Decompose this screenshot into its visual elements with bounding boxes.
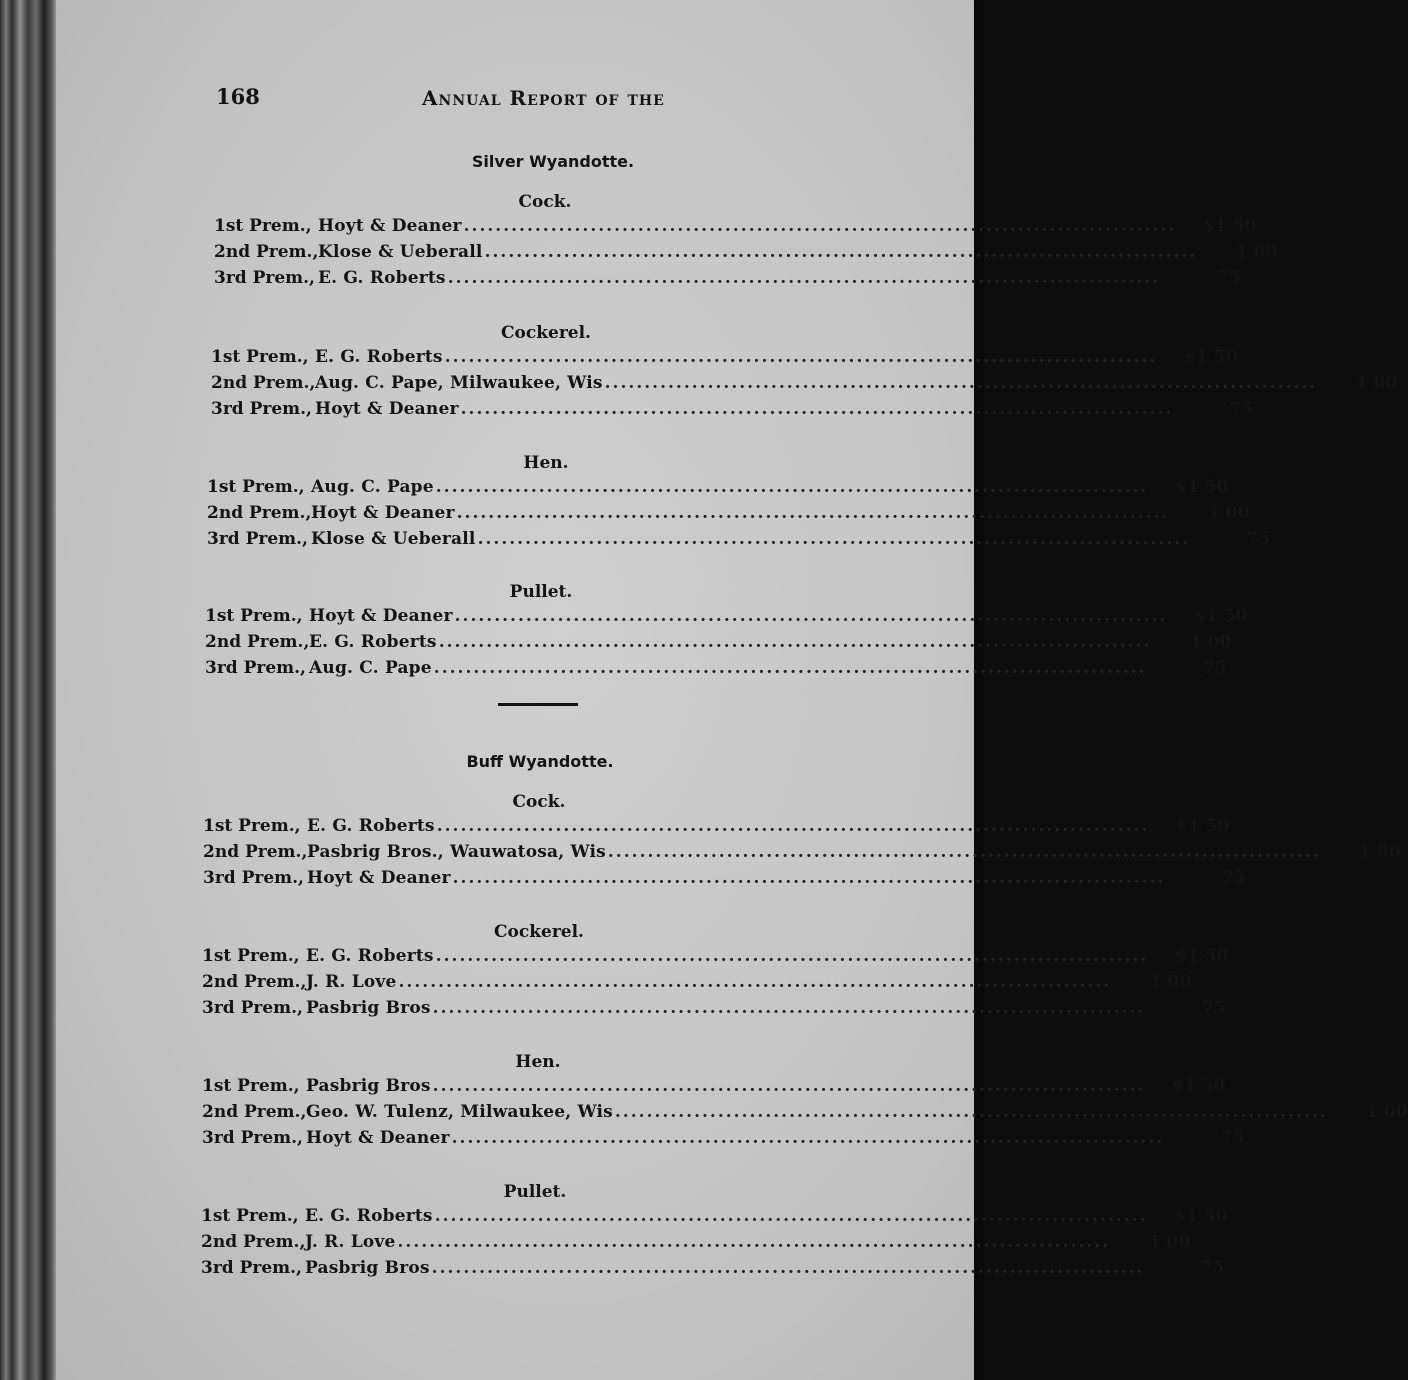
- winner-name: Pasbrig Bros: [306, 998, 431, 1018]
- premium-place: 2nd Prem.,: [207, 503, 312, 523]
- dot-leader: ..........................................................................................: [452, 868, 1166, 888]
- winner-name: Hoyt & Deaner: [315, 399, 459, 419]
- premium-amount: $1 50: [1203, 216, 1257, 236]
- premium-place: 2nd Prem.,: [201, 1232, 306, 1252]
- premium-place: 3rd Prem.,: [202, 998, 303, 1018]
- winner-name: Aug. C. Pape: [309, 658, 432, 678]
- winner-name: E. G. Roberts: [309, 632, 437, 652]
- dot-leader: ..........................................................................................: [436, 816, 1150, 836]
- premium-place: 2nd Prem.,: [202, 1102, 307, 1122]
- premium-entry: [202, 1076, 1226, 1100]
- winner-name: Aug. C. Pape, Milwaukee, Wis: [315, 373, 603, 393]
- premium-place: 1st Prem.,: [202, 1076, 300, 1096]
- winner-name: Hoyt & Deaner: [309, 606, 453, 626]
- premium-entry: [202, 972, 1192, 996]
- premium-entry: [214, 216, 1257, 240]
- premium-amount: 1 00: [1149, 972, 1192, 992]
- class-title: Cockerel.: [501, 323, 591, 343]
- premium-place: 2nd Prem.,: [205, 632, 310, 652]
- premium-place: 2nd Prem.,: [214, 242, 319, 262]
- premium-amount: 75: [1229, 399, 1254, 419]
- premium-amount: $1 50: [1175, 477, 1229, 497]
- winner-name: Aug. C. Pape: [311, 477, 434, 497]
- premium-place: 2nd Prem.,: [202, 972, 307, 992]
- dot-leader: ..........................................................................................: [438, 632, 1152, 652]
- page-number: 168: [216, 84, 260, 109]
- dot-leader: ..........................................................................................: [397, 1232, 1111, 1252]
- dot-leader: ..........................................................................................: [434, 1206, 1148, 1226]
- section-divider: [498, 703, 578, 706]
- premium-place: 1st Prem.,: [207, 477, 305, 497]
- premium-place: 3rd Prem.,: [205, 658, 306, 678]
- winner-name: E. G. Roberts: [306, 946, 434, 966]
- class-title: Cock.: [518, 192, 572, 212]
- winner-name: E. G. Roberts: [307, 816, 435, 836]
- class-title: Cockerel.: [494, 922, 584, 942]
- premium-amount: 75: [1202, 658, 1227, 678]
- premium-place: 3rd Prem.,: [202, 1128, 303, 1148]
- dot-leader: ..........................................................................................: [477, 529, 1191, 549]
- premium-entry: [202, 946, 1229, 970]
- winner-name: Geo. W. Tulenz, Milwaukee, Wis: [306, 1102, 613, 1122]
- premium-entry: [203, 816, 1230, 840]
- dot-leader: ..........................................................................................: [398, 972, 1112, 992]
- winner-name: Pasbrig Bros: [305, 1258, 430, 1278]
- premium-amount: 75: [1201, 998, 1226, 1018]
- premium-amount: 75: [1220, 1128, 1245, 1148]
- premium-place: 1st Prem.,: [214, 216, 312, 236]
- class-title: Hen.: [515, 1052, 561, 1072]
- premium-place: 1st Prem.,: [203, 816, 301, 836]
- running-title: Annual Report of the: [422, 86, 665, 110]
- premium-entry: [211, 399, 1254, 423]
- dot-leader: ..........................................................................................: [431, 1258, 1145, 1278]
- dot-leader: ..........................................................................................: [435, 946, 1149, 966]
- winner-name: Hoyt & Deaner: [311, 503, 455, 523]
- premium-amount: 75: [1216, 268, 1241, 288]
- premium-amount: 1 00: [1235, 242, 1278, 262]
- premium-place: 3rd Prem.,: [207, 529, 308, 549]
- premium-amount: $1 50: [1172, 1076, 1226, 1096]
- dot-leader: ..........................................................................................: [460, 399, 1174, 419]
- premium-entry: [201, 1232, 1191, 1256]
- winner-name: Klose & Ueberall: [311, 529, 476, 549]
- winner-name: Hoyt & Deaner: [306, 1128, 450, 1148]
- dot-leader: ..........................................................................................: [604, 373, 1318, 393]
- premium-amount: 1 00: [1148, 1232, 1191, 1252]
- page-edge: [974, 0, 984, 1380]
- winner-name: Hoyt & Deaner: [307, 868, 451, 888]
- winner-name: E. G. Roberts: [318, 268, 446, 288]
- premium-entry: [203, 842, 1401, 866]
- class-title: Cock.: [512, 792, 566, 812]
- premium-amount: 1 00: [1207, 503, 1250, 523]
- winner-name: Klose & Ueberall: [318, 242, 483, 262]
- premium-amount: 1 00: [1355, 373, 1398, 393]
- class-title: Pullet.: [509, 582, 573, 602]
- winner-name: Pasbrig Bros., Wauwatosa, Wis: [307, 842, 606, 862]
- premium-entry: [214, 242, 1278, 266]
- premium-place: 3rd Prem.,: [214, 268, 315, 288]
- premium-entry: [207, 503, 1250, 527]
- premium-entry: [202, 1102, 1408, 1126]
- dot-leader: ..........................................................................................: [614, 1102, 1328, 1122]
- winner-name: E. G. Roberts: [305, 1206, 433, 1226]
- premium-place: 3rd Prem.,: [203, 868, 304, 888]
- premium-amount: 1 00: [1359, 842, 1401, 862]
- premium-entry: [207, 529, 1271, 553]
- winner-name: Pasbrig Bros: [306, 1076, 431, 1096]
- dot-leader: ..........................................................................................: [454, 606, 1168, 626]
- page-header: [216, 84, 686, 114]
- dot-leader: ..........................................................................................: [444, 347, 1158, 367]
- premium-place: 1st Prem.,: [205, 606, 303, 626]
- premium-entry: [201, 1206, 1228, 1230]
- premium-amount: 75: [1200, 1258, 1225, 1278]
- winner-name: Hoyt & Deaner: [318, 216, 462, 236]
- winner-name: J. R. Love: [305, 1232, 396, 1252]
- dot-leader: ..........................................................................................: [433, 658, 1147, 678]
- dot-leader: ..........................................................................................: [432, 1076, 1146, 1096]
- premium-entry: [211, 373, 1398, 397]
- premium-amount: $1 50: [1174, 1206, 1228, 1226]
- winner-name: E. G. Roberts: [315, 347, 443, 367]
- class-title: Hen.: [523, 453, 569, 473]
- premium-entry: [202, 998, 1226, 1022]
- winner-name: J. R. Love: [306, 972, 397, 992]
- book-binding: [0, 0, 56, 1380]
- premium-amount: $1 50: [1175, 946, 1229, 966]
- premium-amount: 1 00: [1189, 632, 1232, 652]
- premium-amount: 75: [1246, 529, 1271, 549]
- premium-entry: [205, 606, 1248, 630]
- premium-amount: $1 50: [1176, 816, 1230, 836]
- premium-place: 1st Prem.,: [201, 1206, 299, 1226]
- premium-place: 1st Prem.,: [202, 946, 300, 966]
- dot-leader: ..........................................................................................: [463, 216, 1177, 236]
- premium-entry: [203, 868, 1246, 892]
- premium-entry: [205, 632, 1232, 656]
- section-title: Buff Wyandotte.: [466, 752, 614, 771]
- class-title: Pullet.: [503, 1182, 567, 1202]
- premium-place: 3rd Prem.,: [201, 1258, 302, 1278]
- premium-place: 2nd Prem.,: [203, 842, 308, 862]
- premium-entry: [207, 477, 1229, 501]
- dot-leader: ..........................................................................................: [451, 1128, 1165, 1148]
- premium-place: 3rd Prem.,: [211, 399, 312, 419]
- premium-entry: [201, 1258, 1225, 1282]
- premium-entry: [211, 347, 1238, 371]
- dot-leader: ..........................................................................................: [435, 477, 1149, 497]
- premium-amount: 1 00: [1366, 1102, 1408, 1122]
- premium-place: 2nd Prem.,: [211, 373, 316, 393]
- dot-leader: ..........................................................................................: [607, 842, 1321, 862]
- section-title: Silver Wyandotte.: [471, 152, 635, 171]
- premium-amount: 75: [1221, 868, 1246, 888]
- premium-amount: $1 50: [1194, 606, 1248, 626]
- dot-leader: ..........................................................................................: [432, 998, 1146, 1018]
- premium-entry: [205, 658, 1227, 682]
- premium-amount: $1 50: [1184, 347, 1238, 367]
- dot-leader: ..........................................................................................: [447, 268, 1161, 288]
- premium-entry: [214, 268, 1241, 292]
- dot-leader: ..........................................................................................: [456, 503, 1170, 523]
- premium-entry: [202, 1128, 1245, 1152]
- premium-place: 1st Prem.,: [211, 347, 309, 367]
- dot-leader: ..........................................................................................: [484, 242, 1198, 262]
